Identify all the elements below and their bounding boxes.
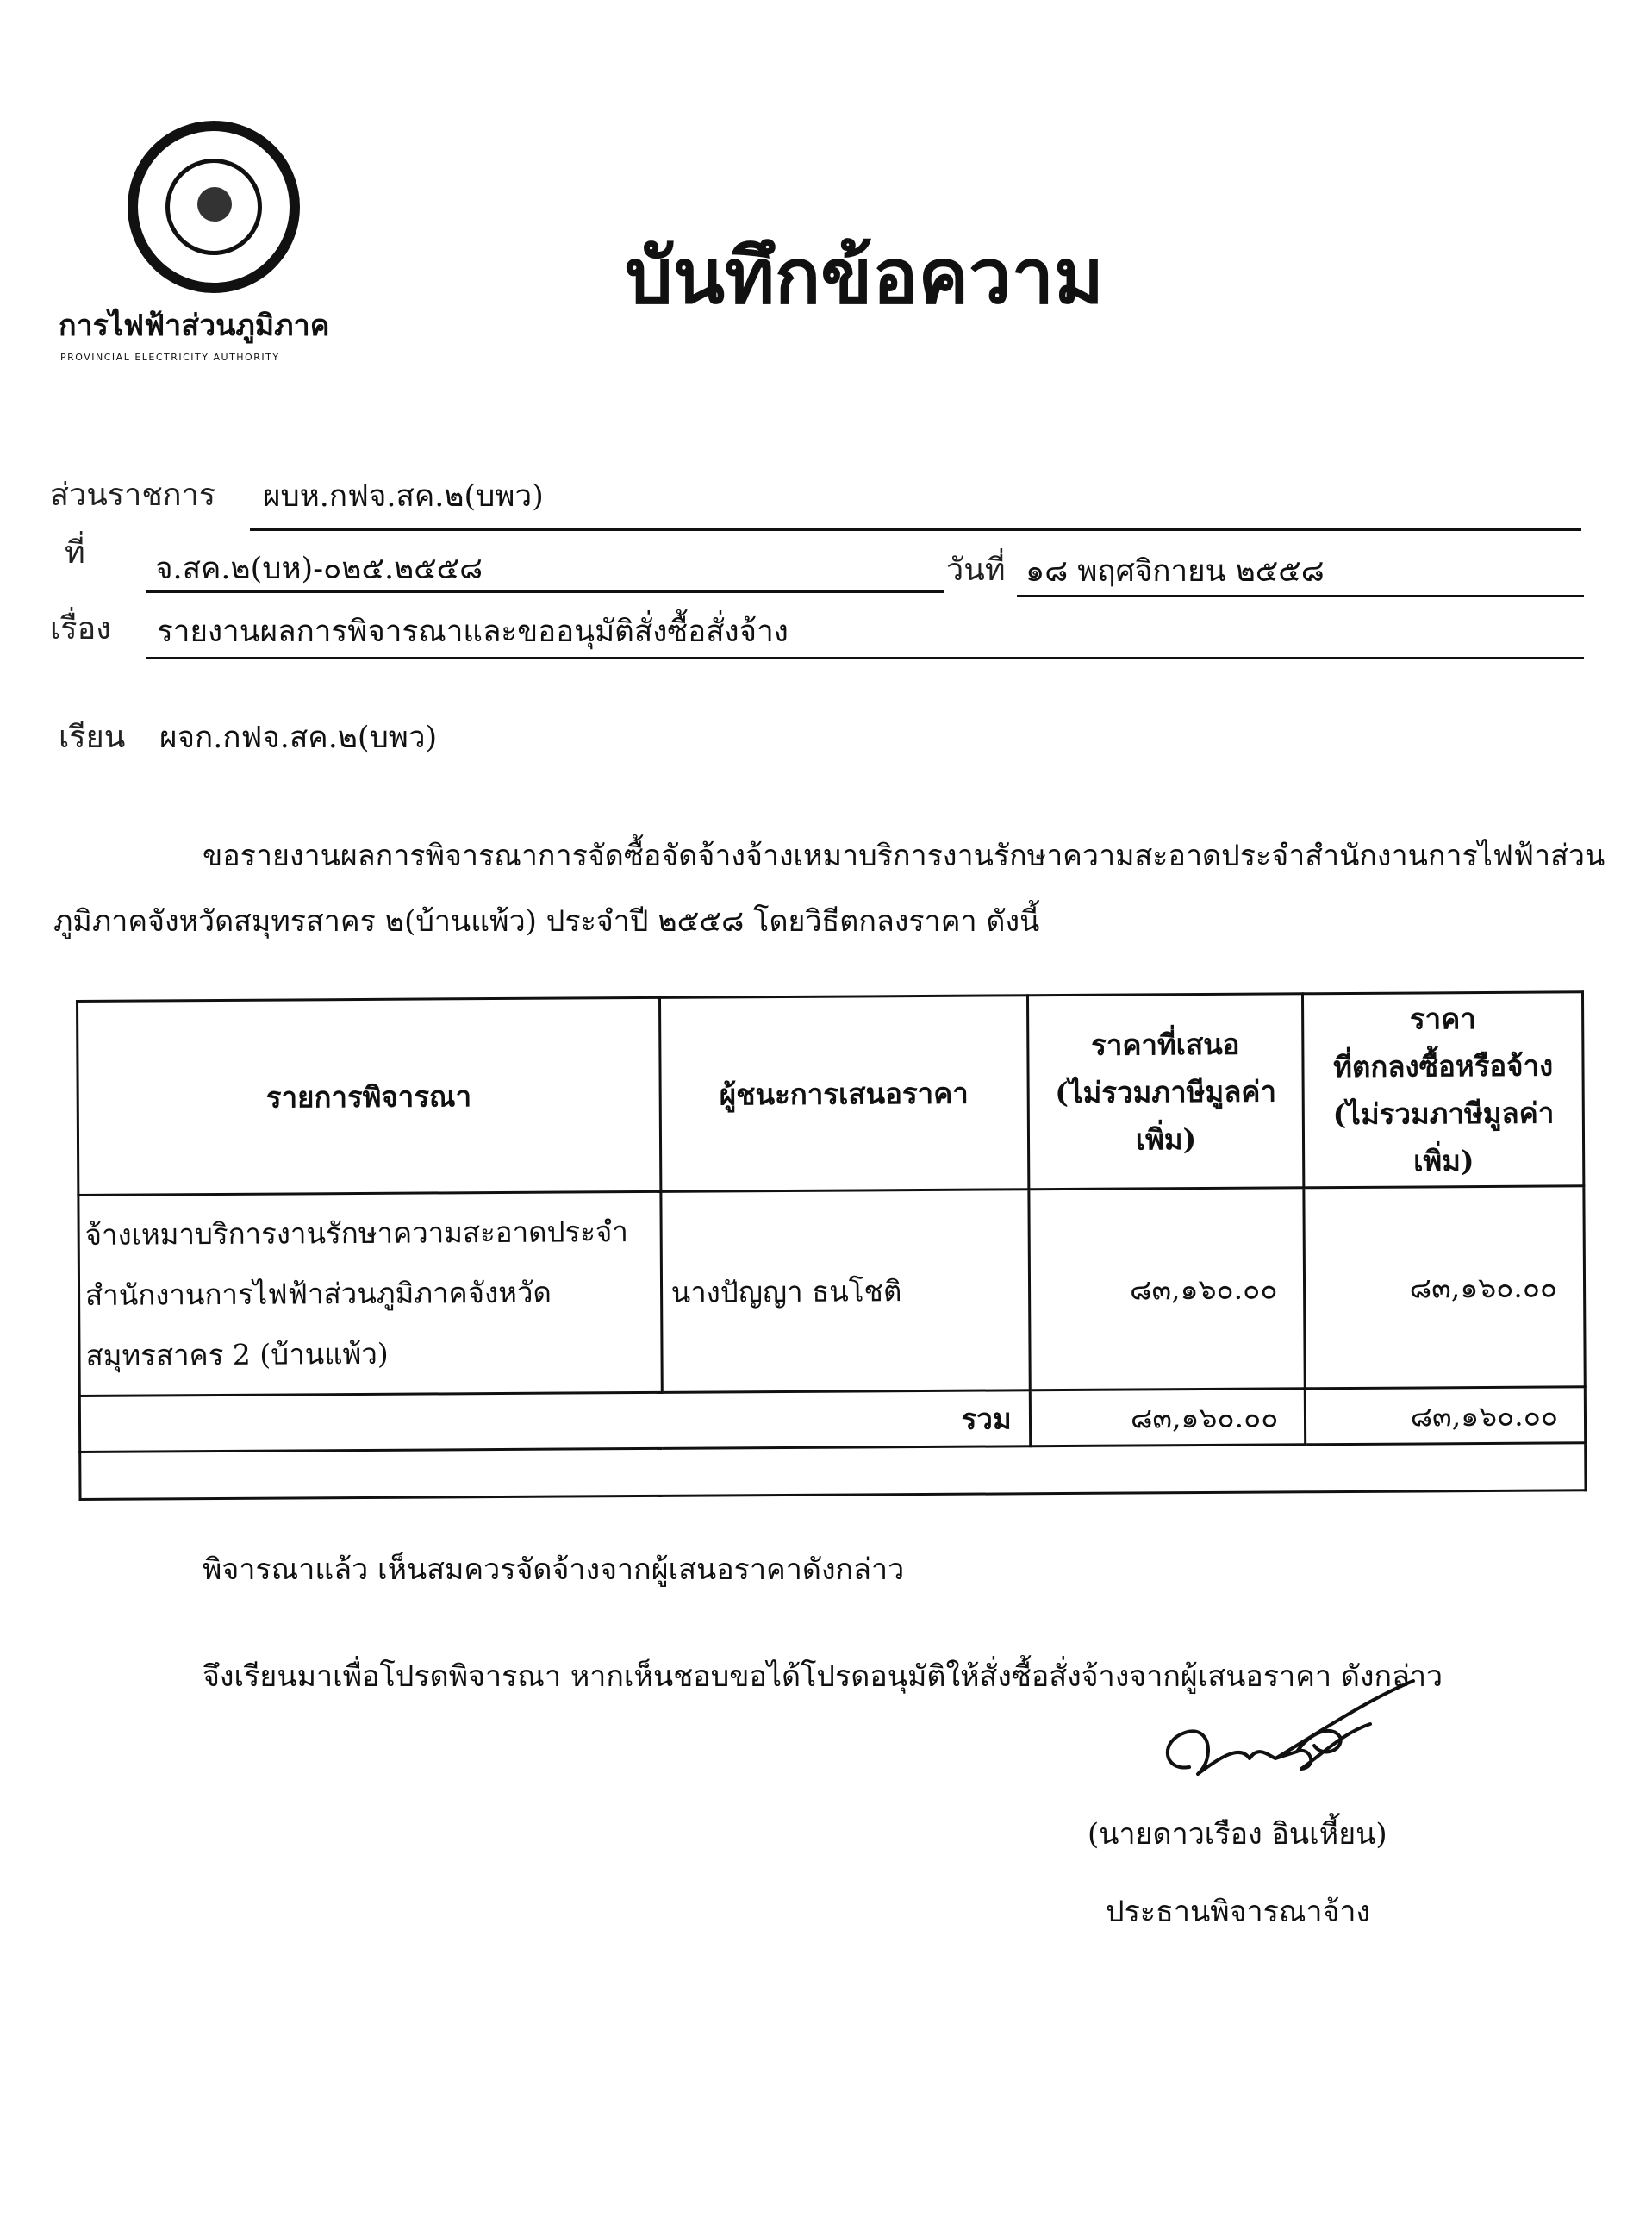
header-winner: ผู้ชนะการเสนอราคา [659,996,1028,1192]
row-agreed-price: ๘๓,๑๖๐.๐๐ [1304,1186,1585,1389]
table-row [78,1186,1585,1396]
subject-label: เรื่อง [50,611,111,647]
logo-inner-ring [165,159,262,255]
ref-label: ที่ [65,535,85,571]
body-para3: จึงเรียนมาเพื่อโปรดพิจารณา หากเห็นชอบขอได้โปรดอนุมัติให้สั่งซื้อสั่งจ้างจากผู้เสนอราคา ดังกล่าว [203,1659,1443,1694]
body-para1-line2: ภูมิภาคจังหวัดสมุทรสาคร ๒(บ้านแพ้ว) ประจำปี ๒๕๕๘ โดยวิธีตกลงราคา ดังนี้ [53,904,1040,939]
org-name-english: PROVINCIAL ELECTRICITY AUTHORITY [60,352,280,363]
to-value: ผจก.กฟจ.สค.๒(บพว) [159,721,438,755]
subject-underline [146,657,1584,659]
total-offered: ๘๓,๑๖๐.๐๐ [1030,1389,1306,1446]
signatory-position: ประธานพิจารณาจ้าง [1106,1895,1371,1929]
dept-underline [250,528,1581,531]
row-offered-price: ๘๓,๑๖๐.๐๐ [1029,1188,1306,1390]
table-total-row [79,1387,1585,1452]
row-winner: นางปัญญา ธนโชติ [660,1190,1030,1393]
header-item: รายการพิจารณา [78,997,661,1195]
procurement-table [76,990,1587,1501]
ref-underline [146,590,944,593]
body-para1-line1: ขอรายงานผลการพิจารณาการจัดซื้อจัดจ้างจ้างเหมาบริการงานรักษาความสะอาดประจำสำนักงานการไฟฟ้าส่วน [203,839,1605,873]
table-blank-row [80,1443,1586,1500]
date-label: วันที่ [946,553,1006,588]
date-value: ๑๘ พฤศจิกายน ๒๕๕๘ [1025,554,1325,589]
dept-label: ส่วนราชการ [50,478,216,513]
row-item: จ้างเหมาบริการงานรักษาความสะอาดประจำ สำนักงานการไฟฟ้าส่วนภูมิภาคจังหวัด สมุทรสาคร 2 (บ้านแพ้ว) [78,1191,662,1396]
total-agreed: ๘๓,๑๖๐.๐๐ [1306,1387,1586,1445]
total-label: รวม [79,1390,1030,1452]
blank-cell [80,1443,1586,1500]
logo-emblem [197,187,232,222]
org-name-thai: การไฟฟ้าส่วนภูมิภาค [59,309,330,343]
dept-value: ผบห.กฟจ.สค.๒(บพว) [263,479,544,514]
subject-value: รายงานผลการพิจารณาและขออนุมัติสั่งซื้อสั่งจ้าง [157,615,789,649]
to-label: เรียน [59,720,126,755]
pea-logo-seal [128,121,300,293]
date-underline [1017,595,1584,597]
header-agreed-price: ราคา ที่ตกลงซื้อหรือจ้าง (ไม่รวมภาษีมูลค่าเพิ่ม) [1303,992,1584,1188]
signatory-name: (นายดาวเรือง อินเหี้ยน) [1088,1817,1387,1852]
body-para2: พิจารณาแล้ว เห็นสมควรจัดจ้างจากผู้เสนอราคาดังกล่าว [203,1552,905,1587]
table-header-row [78,992,1584,1196]
ref-value: จ.สค.๒(บห)-๐๒๕.๒๕๕๘ [155,552,483,586]
header-offered-price: ราคาที่เสนอ (ไม่รวมภาษีมูลค่าเพิ่ม) [1027,994,1304,1190]
document-title: บันทึกข้อความ [625,231,1105,321]
handwritten-signature [1146,1672,1422,1819]
